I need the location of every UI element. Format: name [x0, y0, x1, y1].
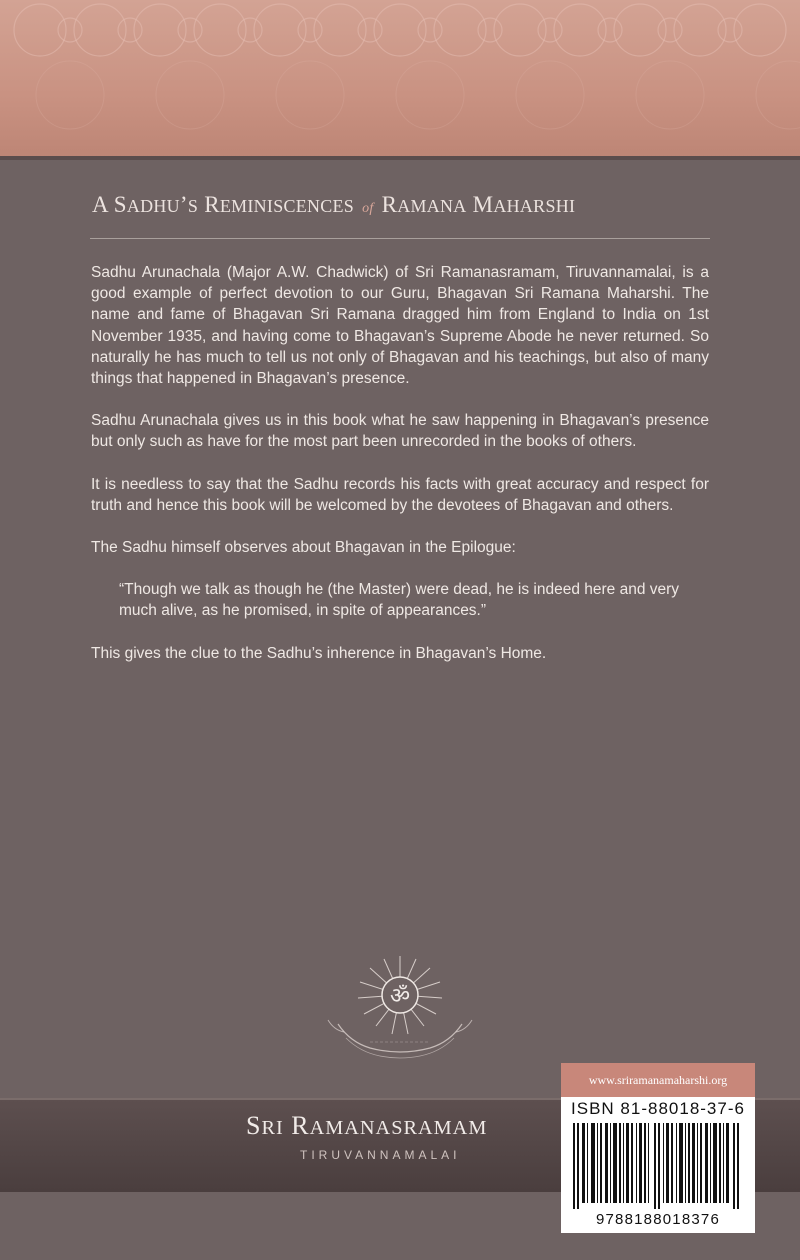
isbn-number: ISBN 81-88018-37-6	[571, 1099, 745, 1118]
blurb-text	[91, 262, 709, 664]
blurb-paragraph-4: The Sadhu himself observes about Bhagavan in the Epilogue:	[91, 539, 516, 557]
blurb-paragraph-2: Sadhu Arunachala gives us in this book what he saw happening in Bhagavan’s presence but only such as have for the most part been unrecorded in the books of others.	[91, 412, 709, 451]
ashram-emblem-icon	[320, 950, 480, 1070]
publisher-name-part-2: RAMANASRAMAM	[291, 1111, 488, 1140]
decorative-top-band	[0, 0, 800, 158]
barcode-icon	[573, 1123, 743, 1209]
om-symbol: ॐ	[389, 984, 411, 1009]
blurb-paragraph-3: It is needless to say that the Sadhu records his facts with great accuracy and respect for truth and hence this book will be welcomed by the devotees of Bhagavan and others.	[91, 475, 709, 514]
blurb-paragraph-1: Sadhu Arunachala (Major A.W. Chadwick) of Sri Ramanasramam, Tiruvannamalai, is a good example of perfect devotion to our Guru, Bhagavan Sri Ramana Maharshi. The name and fame of Bhagavan Sri Ramana dragged him from England to India on 1st November 1935, and having come to Bhagavan’s Supreme Abode he never returned. So naturally he has much to tell us not only of Bhagavan and his teachings, but also of many things that happened in Bhagavan’s presence.	[91, 264, 709, 388]
website-url: www.sriramanamaharshi.org	[588, 1073, 728, 1087]
decorative-pattern	[0, 0, 800, 158]
ean-number: 9788188018376	[595, 1211, 721, 1228]
publisher-name	[246, 1111, 487, 1141]
title-part-2: RAMANA MAHARSHI	[381, 192, 576, 217]
blurb-paragraph-5: This gives the clue to the Sadhu’s inherence in Bhagavan’s Home.	[91, 644, 547, 662]
band-divider	[0, 156, 800, 160]
epilogue-quote: “Though we talk as though he (the Master) were dead, he is indeed here and very much alive, as he promised, in spite of appearances.”	[119, 581, 680, 620]
publisher-city: TIRUVANNAMALAI	[300, 1148, 461, 1162]
book-title	[92, 192, 712, 218]
barcode-panel	[561, 1063, 755, 1233]
publisher-name-part-1: SRI	[246, 1111, 284, 1140]
title-underline	[90, 238, 710, 239]
url-strip	[561, 1063, 755, 1098]
title-of: of	[362, 201, 374, 216]
title-part-1: A SADHU’S REMINISCENCES	[92, 192, 355, 217]
